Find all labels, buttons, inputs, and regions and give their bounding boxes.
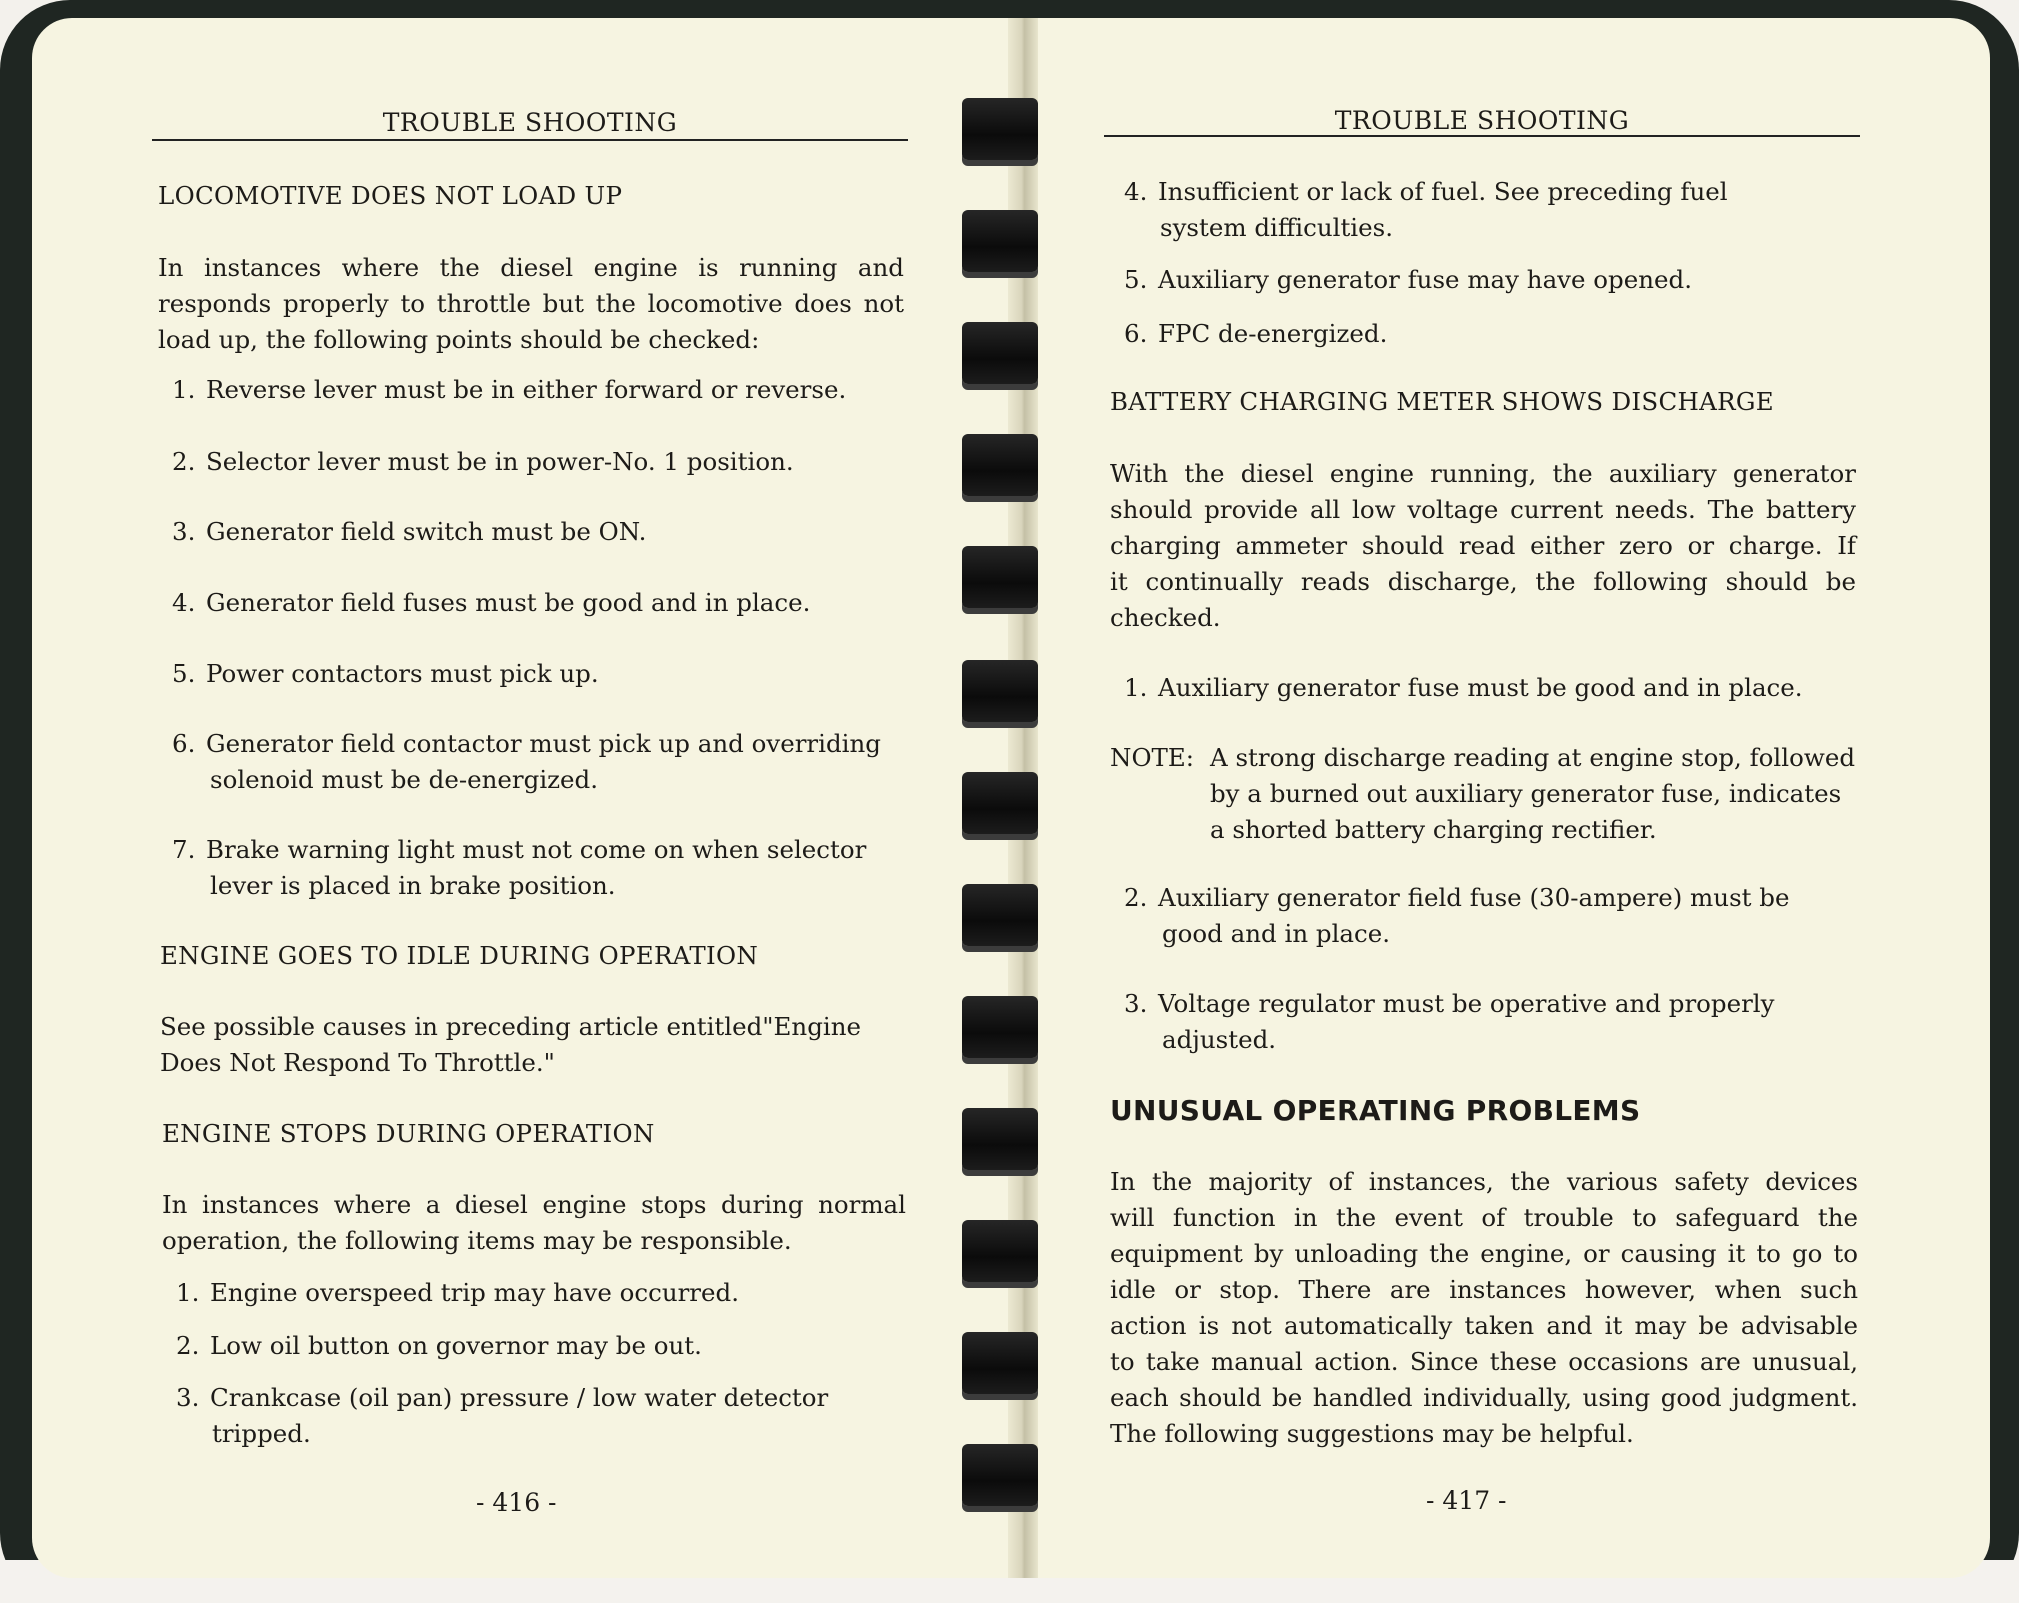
list-text: Low oil button on governor may be out. xyxy=(210,1331,702,1360)
paragraph-line: Does Not Respond To Throttle." xyxy=(160,1048,555,1077)
header-rule xyxy=(1104,135,1860,137)
list-text: Brake warning light must not come on when selector xyxy=(206,835,867,864)
paragraph-line: should provide all low voltage current needs. The battery xyxy=(1110,495,1856,524)
binding-coil xyxy=(962,322,1038,384)
list-number: 6. xyxy=(172,729,196,758)
section-title: ENGINE STOPS DURING OPERATION xyxy=(162,1119,655,1148)
paragraph-line: will function in the event of trouble to safeguard the xyxy=(1110,1203,1858,1232)
list-text: Generator field fuses must be good and in place. xyxy=(206,588,811,617)
list-number: 7. xyxy=(172,835,196,864)
list-item xyxy=(172,832,866,868)
binding-coil xyxy=(962,884,1038,946)
paragraph-line: See possible causes in preceding article entitled"Engine xyxy=(160,1012,862,1041)
paragraph-line: load up, the following points should be checked: xyxy=(158,325,760,354)
list-item xyxy=(172,444,794,480)
paragraph-line: charging ammeter should read either zero or charge. If xyxy=(1110,531,1856,560)
paragraph-line: In instances where the diesel engine is running and xyxy=(158,253,904,282)
list-number: 1. xyxy=(1124,673,1148,702)
paragraph-line: responds properly to throttle but the locomotive does not xyxy=(158,289,904,318)
binding-coil xyxy=(962,996,1038,1058)
page-number: - 417 - xyxy=(1426,1486,1507,1515)
list-text: Auxiliary generator field fuse (30-ampere) must be xyxy=(1158,883,1790,912)
list-number: 5. xyxy=(1124,265,1148,294)
paragraph-line: In instances where a diesel engine stops during normal xyxy=(162,1190,906,1219)
binding-coil xyxy=(962,1444,1038,1506)
list-text: Engine overspeed trip may have occurred. xyxy=(210,1278,739,1307)
list-text: Voltage regulator must be operative and properly xyxy=(1158,989,1775,1018)
paragraph-line: it continually reads discharge, the following should be xyxy=(1110,567,1856,596)
binding-coil xyxy=(962,434,1038,496)
list-item xyxy=(176,1275,739,1311)
paragraph-line: idle or stop. There are instances however, when such xyxy=(1110,1275,1858,1304)
binding-coil xyxy=(962,660,1038,722)
paragraph-line: The following suggestions may be helpful. xyxy=(1110,1419,1634,1448)
list-item-continuation: lever is placed in brake position. xyxy=(210,871,616,900)
list-text: Power contactors must pick up. xyxy=(206,659,599,688)
list-item xyxy=(1124,262,1692,298)
list-item xyxy=(172,656,599,692)
section-title: ENGINE GOES TO IDLE DURING OPERATION xyxy=(160,941,759,970)
list-item xyxy=(176,1328,702,1364)
note-line: by a burned out auxiliary generator fuse, indicates xyxy=(1210,779,1842,808)
paragraph-line: each should be handled individually, using good judgment. xyxy=(1110,1383,1858,1412)
page-number: - 416 - xyxy=(476,1488,557,1517)
list-number: 3. xyxy=(1124,989,1148,1018)
paragraph-line: equipment by unloading the engine, or causing it to go to xyxy=(1110,1239,1858,1268)
list-number: 2. xyxy=(176,1331,200,1360)
section-title: UNUSUAL OPERATING PROBLEMS xyxy=(1110,1094,1641,1127)
binding-coil xyxy=(962,1332,1038,1394)
list-number: 1. xyxy=(172,375,196,404)
list-item-continuation: good and in place. xyxy=(1162,919,1391,948)
paragraph-line: action is not automatically taken and it may be advisable xyxy=(1110,1311,1858,1340)
paragraph-line: to take manual action. Since these occasions are unusual, xyxy=(1110,1347,1858,1376)
list-number: 2. xyxy=(1124,883,1148,912)
list-item xyxy=(172,585,810,621)
binding-coil xyxy=(962,1220,1038,1282)
list-item xyxy=(1124,174,1856,210)
list-text: Generator field switch must be ON. xyxy=(206,517,647,546)
section-title: LOCOMOTIVE DOES NOT LOAD UP xyxy=(158,181,623,210)
list-text: Generator field contactor must pick up and overriding xyxy=(206,729,881,758)
list-number: 6. xyxy=(1124,319,1148,348)
list-text: Insufficient or lack of fuel. See preceding fuel xyxy=(1158,177,1728,206)
list-item xyxy=(1124,880,1858,916)
list-text: FPC de-energized. xyxy=(1158,319,1388,348)
paragraph-line: In the majority of instances, the various safety devices xyxy=(1110,1167,1858,1196)
list-text: Auxiliary generator fuse must be good and in place. xyxy=(1158,673,1803,702)
list-number: 3. xyxy=(176,1383,200,1412)
list-item xyxy=(1124,316,1387,352)
binding-coil xyxy=(962,772,1038,834)
note-line: a shorted battery charging rectifier. xyxy=(1210,815,1657,844)
list-number: 2. xyxy=(172,447,196,476)
list-text: Auxiliary generator fuse may have opened. xyxy=(1158,265,1692,294)
list-item xyxy=(1124,986,1858,1022)
note-line: A strong discharge reading at engine stop, followed xyxy=(1210,743,1856,772)
list-item-continuation: system difficulties. xyxy=(1160,213,1393,242)
list-item-continuation: adjusted. xyxy=(1162,1025,1277,1054)
section-title: BATTERY CHARGING METER SHOWS DISCHARGE xyxy=(1110,387,1774,416)
list-item xyxy=(172,372,908,408)
list-item xyxy=(172,726,881,762)
header-rule xyxy=(152,139,908,141)
note-label: NOTE: xyxy=(1110,743,1195,772)
list-item-continuation: solenoid must be de-energized. xyxy=(210,765,599,794)
binding-coil xyxy=(962,546,1038,608)
list-item xyxy=(172,514,646,550)
list-text: Reverse lever must be in either forward or reverse. xyxy=(206,375,847,404)
list-item xyxy=(176,1380,828,1416)
page-header: TROUBLE SHOOTING xyxy=(382,108,678,137)
paragraph-line: operation, the following items may be responsible. xyxy=(162,1226,792,1255)
binding-coil xyxy=(962,98,1038,160)
list-item-continuation: tripped. xyxy=(212,1419,311,1448)
list-number: 3. xyxy=(172,517,196,546)
list-number: 1. xyxy=(176,1278,200,1307)
list-number: 4. xyxy=(172,588,196,617)
paragraph-line: checked. xyxy=(1110,603,1221,632)
page-header: TROUBLE SHOOTING xyxy=(1334,106,1630,135)
list-number: 4. xyxy=(1124,177,1148,206)
binding-coil xyxy=(962,210,1038,272)
paragraph-line: With the diesel engine running, the auxiliary generator xyxy=(1110,459,1856,488)
list-number: 5. xyxy=(172,659,196,688)
list-text: Selector lever must be in power-No. 1 position. xyxy=(206,447,794,476)
list-text: Crankcase (oil pan) pressure / low water detector xyxy=(210,1383,829,1412)
list-item xyxy=(1124,670,1803,706)
binding-coil xyxy=(962,1108,1038,1170)
